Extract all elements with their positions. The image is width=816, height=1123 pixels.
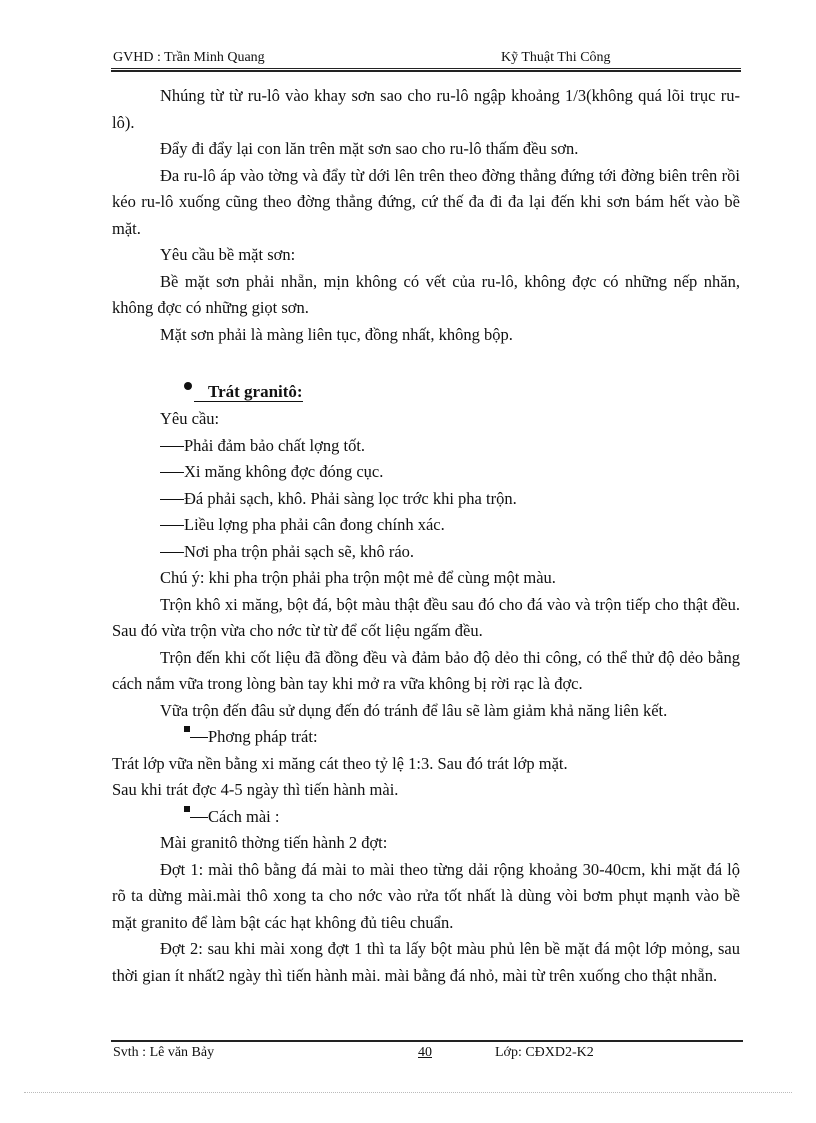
list-item-text: Nơi pha trộn phải sạch sẽ, khô ráo.	[184, 541, 415, 561]
paragraph: Chú ý: khi pha trộn phải pha trộn một mẻ để cùng một màu.	[160, 568, 556, 587]
spacer	[112, 348, 740, 378]
document-body	[112, 83, 740, 989]
footer-divider	[111, 1040, 743, 1042]
page-header	[113, 50, 741, 70]
page-number: 40	[418, 1045, 432, 1060]
list-item-text: Phải đảm bảo chất lợng tốt.	[184, 435, 366, 455]
dash-icon	[160, 472, 184, 473]
header-divider	[111, 68, 741, 72]
paragraph: Bề mặt sơn phải nhẵn, mịn không có vết của ru-lô, không đợc có những nếp nhăn, không đợc có những giọt sơn.	[112, 271, 740, 317]
header-subject: Kỹ Thuật Thi Công	[501, 50, 611, 65]
paragraph: Sau khi trát đợc 4-5 ngày thì tiến hành mài.	[112, 780, 399, 799]
heading-text: Trát granitô:	[194, 382, 303, 402]
paragraph: Đẩy đi đẩy lại con lăn trên mặt sơn sao cho ru-lô thấm đều sơn.	[160, 139, 579, 158]
underline-mark	[190, 737, 208, 738]
list-item	[112, 512, 740, 539]
paragraph: Vữa trộn đến đâu sử dụng đến đó tránh để lâu sẽ làm giảm khả năng liên kết.	[160, 700, 668, 720]
dash-icon	[160, 499, 184, 500]
section-heading	[112, 378, 740, 406]
dash-icon	[160, 525, 184, 526]
paragraph: Mặt sơn phải là màng liên tục, đồng nhất, không bộp.	[160, 324, 513, 344]
paragraph: Trộn đến khi cốt liệu đã đồng đều và đảm bảo độ dẻo thi công, có thể thử độ dẻo bằng cách nắm vữa trong lòng bàn tay khi mở ra vữa không bị rời rạc là đợc.	[112, 647, 740, 693]
square-bullet-icon	[184, 806, 190, 812]
paragraph: Yêu cầu bề mặt sơn:	[160, 245, 296, 264]
paragraph: Đợt 1: mài thô bằng đá mài to mài theo từng dải rộng khoảng 30-40cm, khi mặt đá lộ rõ ta dừng mài.mài thô xong ta cho nớc vào rửa tốt nhất là dùng vòi bơm phụt mạnh vào bề mặt granito để làm bật các hạt không đủ tiêu chuẩn.	[112, 859, 740, 932]
paragraph: Đa ru-lô áp vào tờng và đẩy từ dới lên trên theo đờng thẳng đứng tới đờng biên trên rồi kéo ru-lô xuống cũng theo đờng thẳng đứng, cứ thế đa đi đa lại đến khi sơn bám hết vào bề mặt.	[112, 165, 740, 238]
list-item	[112, 459, 740, 486]
footer-student: Svth : Lê văn Bảy	[113, 1045, 215, 1060]
footer-class: Lớp: CĐXD2-K2	[495, 1045, 594, 1060]
dash-icon	[160, 446, 184, 447]
square-bullet-icon	[184, 726, 190, 732]
list-item-text: Đá phải sạch, khô. Phải sàng lọc trớc khi pha trộn.	[184, 488, 517, 508]
subsection-heading	[112, 804, 740, 831]
paragraph: Yêu cầu:	[160, 409, 220, 428]
paragraph: Nhúng từ từ ru-lô vào khay sơn sao cho ru-lô ngập khoảng 1/3(không quá lõi trục ru-lô).	[112, 86, 740, 132]
page-footer	[113, 1045, 741, 1065]
page-edge	[24, 1092, 792, 1093]
paragraph: Đợt 2: sau khi mài xong đợt 1 thì ta lấy bột màu phủ lên bề mặt đá một lớp mỏng, sau thời gian ít nhất2 ngày thì tiến hành mài. mài bằng đá nhỏ, mài từ trên xuống cho thật nhẵn.	[112, 939, 740, 985]
paragraph: Trát lớp vữa nền bằng xi măng cát theo tỷ lệ 1:3. Sau đó trát lớp mặt.	[112, 753, 568, 773]
list-item-text: Liều lợng pha phải cân đong chính xác.	[184, 515, 445, 534]
list-item	[112, 539, 740, 566]
subsection-text: Cách mài :	[208, 806, 280, 826]
list-item-text: Xi măng không đợc đóng cục.	[184, 462, 384, 481]
list-item	[112, 433, 740, 460]
underline-mark	[190, 817, 208, 818]
dash-icon	[160, 552, 184, 553]
paragraph: Mài granitô thờng tiến hành 2 đợt:	[160, 833, 388, 852]
bullet-icon	[184, 382, 192, 390]
header-instructor: GVHD : Trần Minh Quang	[113, 50, 265, 65]
list-item	[112, 486, 740, 513]
subsection-heading	[112, 724, 740, 751]
paragraph: Trộn khô xi măng, bột đá, bột màu thật đều sau đó cho đá vào và trộn tiếp cho thật đều. Sau đó vừa trộn vừa cho nớc từ từ để cốt liệu ngấm đều.	[112, 594, 740, 640]
subsection-text: Phơng pháp trát:	[208, 727, 318, 746]
